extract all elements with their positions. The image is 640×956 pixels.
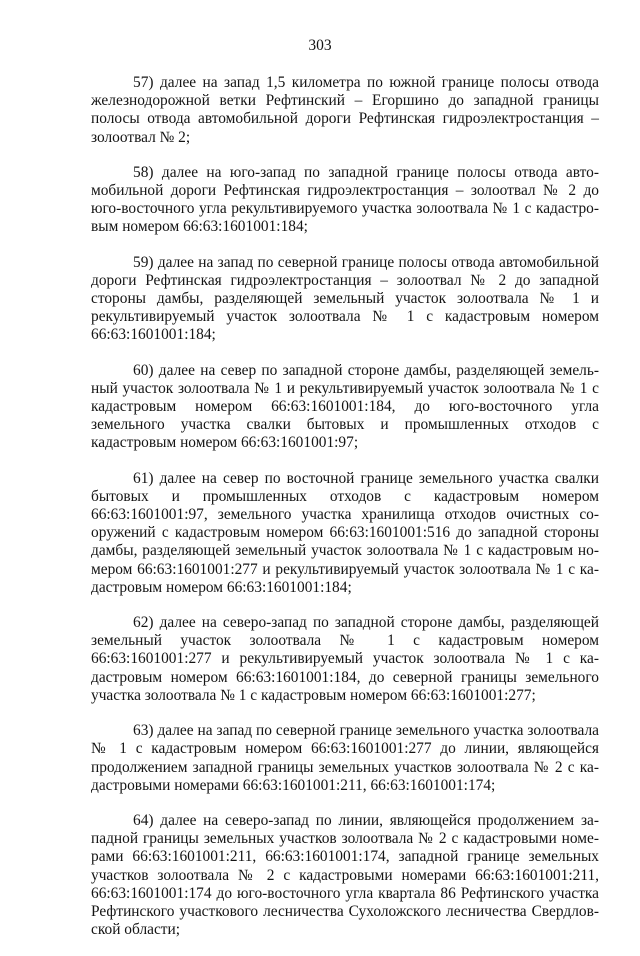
paragraph-59: 59) далее на запад по северной границе полосы отвода автомобильной дороги Рефтинская гидроэлектростанция – золоотвал № 2 до западной стороны дамбы, разделяющей земельный участок золоотвала № 1 и рекультивируемый участок золоотвала № 1 с кадастровым номером 66:63:1601001:184; [91, 253, 599, 344]
paragraph-58: 58) далее на юго-запад по западной границе полосы отвода автомобильной дороги Рефтинская гидроэлектростанция – золоотвал № 2 до юго-восточного угла рекультивируемого участка золоотвала № 1 с кадастровым номером 66:63:1601001:184; [91, 163, 599, 236]
paragraph-62: 62) далее на северо-запад по западной стороне дамбы, разделяющей земельный участок золоотвала № 1 с кадастровым номером 66:63:1601001:277 и рекультивируемый участок золоотвала № 1 с кадастровым номером 66:63:1601001:184, до северной границы земельного участка золоотвала № 1 с кадастровым номером 66:63:1601001:277; [91, 614, 599, 704]
paragraph-60: 60) далее на север по западной стороне дамбы, разделяющей земельный участок золоотвала № 1 и рекультивируемый участок золоотвала № 1 с кадастровым номером 66:63:1601001:184, до юго-восточного угла земельного участка свалки бытовых и промышленных отходов с кадастровым номером 66:63:1601001:97; [91, 361, 599, 452]
paragraph-57: 57) далее на запад 1,5 километра по южной границе полосы отвода железнодорожной ветки Рефтинский – Егоршино до западной границы полосы отвода автомобильной дороги Рефтинская гидроэлектростанция – золоотвал № 2; [91, 74, 599, 146]
paragraph-61: 61) далее на север по восточной границе земельного участка свалки бытовых и промышленных отходов с кадастровым номером 66:63:1601001:97, земельного участка хранилища отходов очистных сооружений с кадастровым номером 66:63:1601001:516 до западной стороны дамбы, разделяющей земельный участок золоотвала № 1 с кадастровым номером 66:63:1601001:277 и рекультивируемый участок золоотвала № 1 с кадастровым номером 66:63:1601001:184; [91, 469, 599, 596]
paragraph-64: 64) далее на северо-запад по линии, являющейся продолжением западной границы земельных участков золоотвала № 2 с кадастровыми номерами 66:63:1601001:211, 66:63:1601001:174, западной границе земельных участков золоотвала № 2 с кадастровыми номерами 66:63:1601001:211, 66:63:1601001:174 до юго-восточного угла квартала 86 Рефтинского участка Рефтинского участкового лесничества Сухоложского лесничества Свердловской области; [91, 811, 599, 939]
page-number: 303 [308, 37, 332, 54]
document-body [91, 74, 599, 956]
paragraph-63: 63) далее на запад по северной границе земельного участка золоотвала № 1 с кадастровым номером 66:63:1601001:277 до линии, являющейся продолжением западной границы земельных участков золоотвала № 2 с кадастровыми номерами 66:63:1601001:211, 66:63:1601001:174; [91, 722, 599, 794]
